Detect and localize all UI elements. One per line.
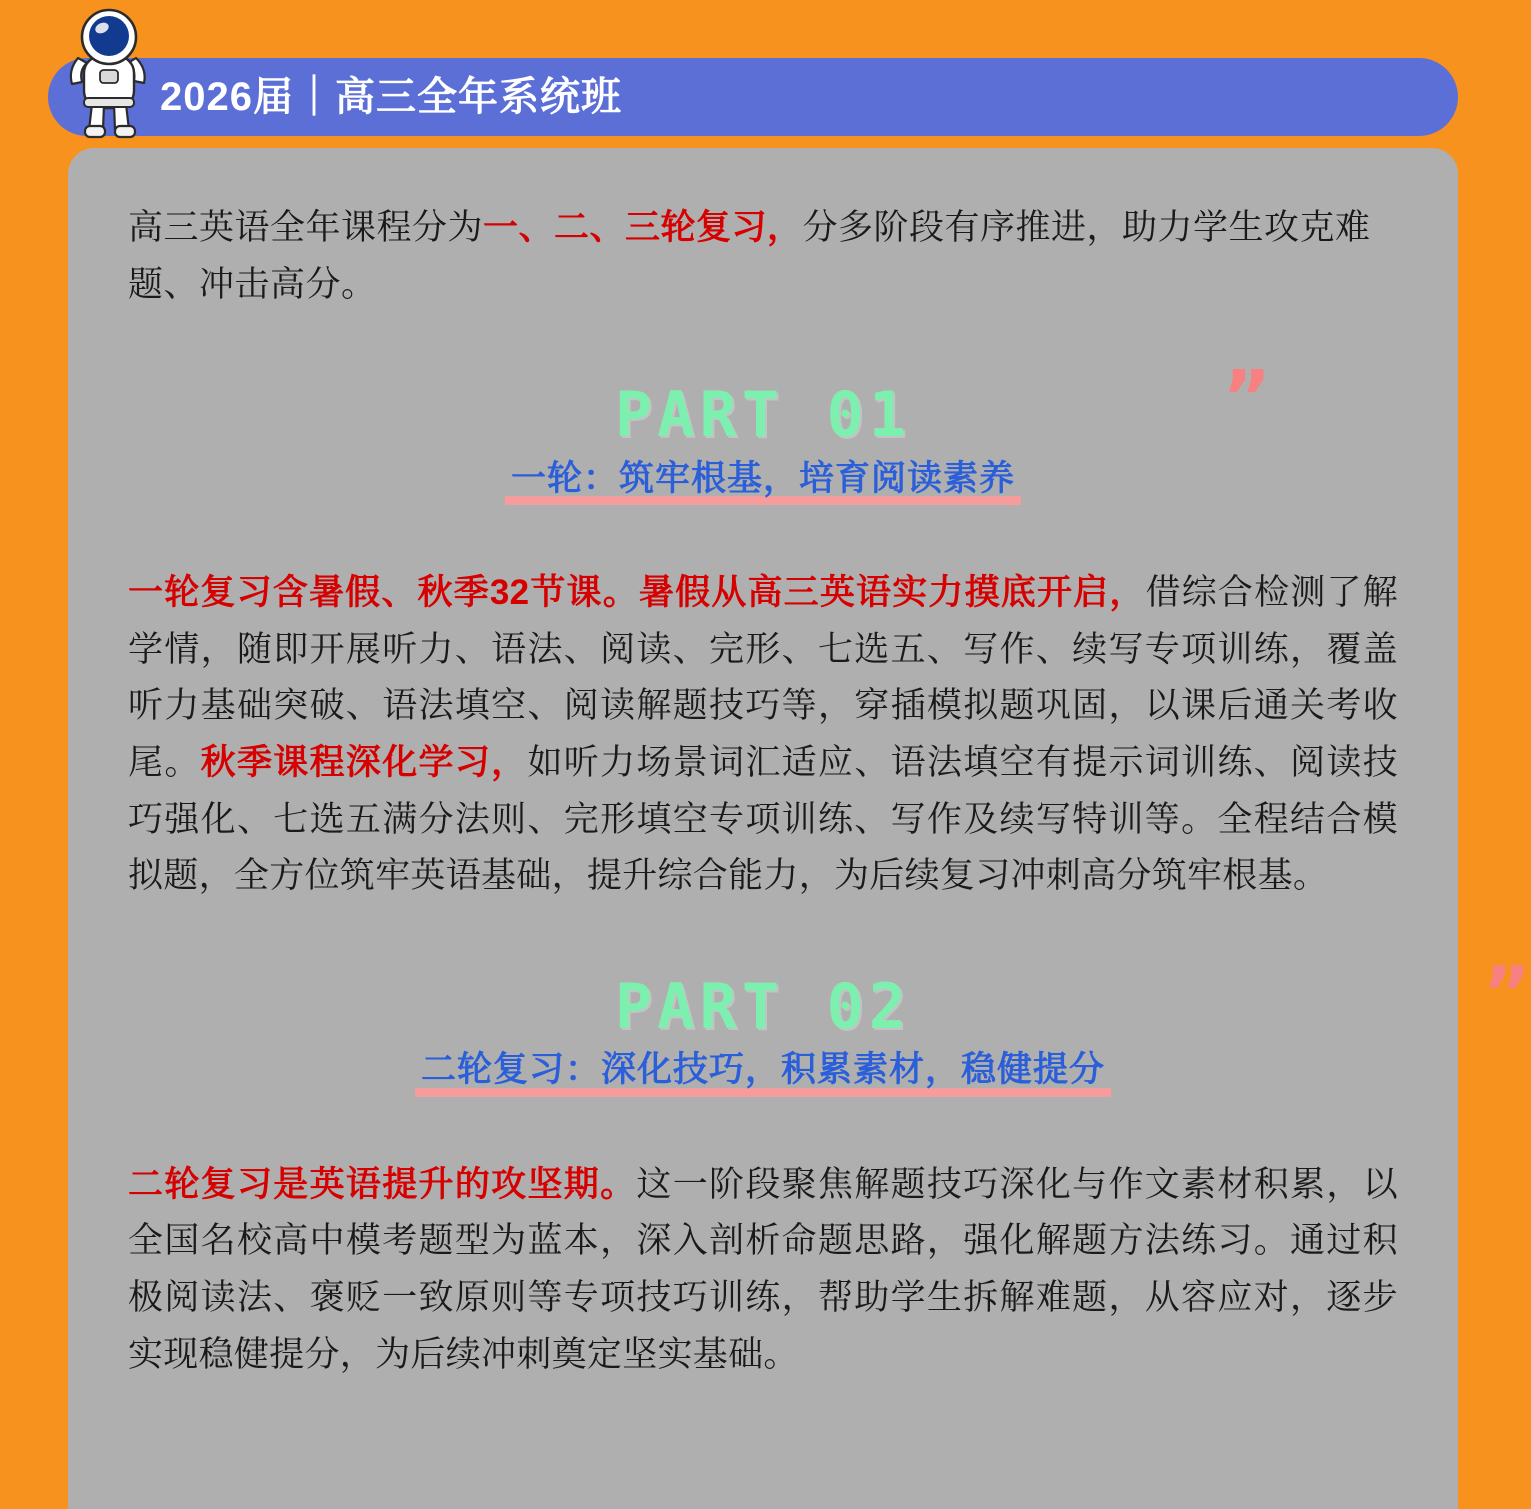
astronaut-mascot-icon	[62, 6, 158, 146]
page-header	[0, 0, 1520, 140]
quote-mark-icon: ”	[1222, 355, 1271, 442]
part-label-02: PART 02	[614, 970, 912, 1044]
part-01-text-1: 借综合检测了解学情，随即开展听力、语法、阅读、完形、七选五、写作、续写专项训练，覆盖听力基础突破、语法填空、阅读解题技巧等，穿插模拟题巩固，以课后通关考收尾。	[128, 572, 1398, 782]
intro-highlight-1: 一、二、三轮复习，	[483, 208, 803, 247]
part-02-paragraph	[128, 1157, 1398, 1384]
quote-mark-icon: ”	[1482, 951, 1531, 1038]
part-01-highlight-1: 一轮复习含暑假、秋季32节课。暑假从高三英语实力摸底开启，	[128, 572, 1146, 612]
part-heading-01	[68, 355, 1458, 505]
part-02-text-1: 这一阶段聚焦解题技巧深化与作文素材积累，以全国名校高中模考题型为蓝本，深入剖析命题思路，强化解题方法练习。通过积极阅读法、褒贬一致原则等专项技巧训练，帮助学生拆解难题，从容应对，逐步实现稳健提分，为后续冲刺奠定坚实基础。	[128, 1164, 1398, 1374]
part-label-01: PART 01	[614, 378, 912, 452]
part-subtitle-02: 二轮复习：深化技巧，积累素材，稳健提分	[415, 1046, 1111, 1096]
intro-paragraph	[128, 200, 1398, 313]
part-01-text-2: 如听力场景词汇适应、语法填空有提示词训练、阅读技巧强化、七选五满分法则、完形填空专项训练、写作及续写特训等。全程结合模拟题，全方位筑牢英语基础，提升综合能力，为后续复习冲刺高分筑牢根基。	[128, 742, 1399, 896]
intro-text-2: 分多阶段有序推进，助力学生攻克难题、冲击高分。	[128, 208, 1371, 304]
part-heading-02	[68, 951, 1531, 1097]
part-02-highlight-1: 二轮复习是英语提升的攻坚期。	[128, 1164, 637, 1204]
part-01-highlight-2: 秋季课程深化学习，	[200, 742, 528, 782]
part-01-paragraph	[128, 565, 1398, 905]
page-title: 2026届｜高三全年系统班	[160, 75, 622, 119]
content-card	[68, 148, 1531, 1509]
part-subtitle-01: 一轮：筑牢根基，培育阅读素养	[505, 455, 1021, 505]
intro-text-1: 高三英语全年课程分为	[128, 208, 484, 247]
